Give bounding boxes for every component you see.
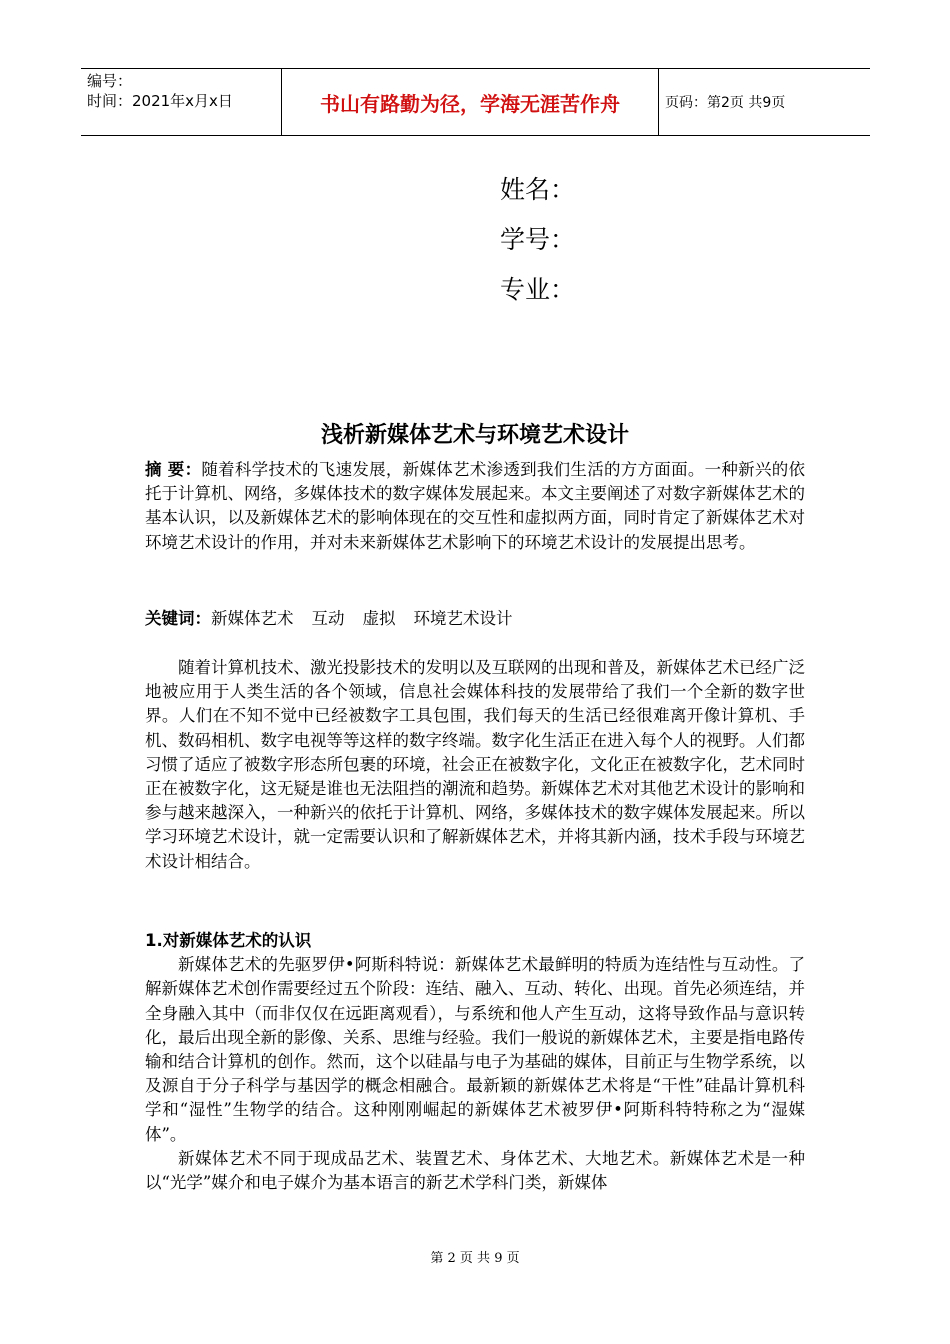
- body-paragraph: 新媒体艺术不同于现成品艺术、装置艺术、身体艺术、大地艺术。新媒体艺术是一种以“光学”媒介和电子媒介为基本语言的新艺术学科门类，新媒体: [145, 1148, 805, 1193]
- page-footer: 第 2 页 共 9 页: [430, 1251, 520, 1266]
- student-id-field-label: 学号：: [500, 225, 576, 254]
- header-time-label: 时间：2021年x月x日: [87, 92, 233, 110]
- intro-section: [145, 656, 805, 874]
- abstract: [145, 458, 805, 555]
- section-heading: 1.对新媒体艺术的认识: [145, 931, 312, 950]
- keyword: 互动: [311, 609, 345, 628]
- name-field-label: 姓名：: [500, 175, 576, 204]
- keywords-label: 关键词：: [145, 609, 211, 628]
- abstract-label: 摘 要：: [145, 460, 202, 479]
- keyword: 虚拟: [362, 609, 396, 628]
- page-header: [81, 68, 870, 136]
- keyword: 环境艺术设计: [413, 609, 513, 628]
- document-title: 浅析新媒体艺术与环境艺术设计: [320, 423, 629, 448]
- header-motto: 书山有路勤为径，学海无涯苦作舟: [320, 91, 620, 116]
- header-page-info: 页码：第2页 共9页: [665, 95, 786, 111]
- keywords: [145, 607, 805, 631]
- major-field-label: 专业：: [500, 275, 576, 304]
- abstract-text: 随着科学技术的飞速发展，新媒体艺术渗透到我们生活的方方面面。一种新兴的依托于计算机、网络，多媒体技术的数字媒体发展起来。本文主要阐述了对数字新媒体艺术的基本认识，以及新媒体艺术的影响体现在的交互性和虚拟两方面，同时肯定了新媒体艺术对环境艺术设计的作用，并对未来新媒体艺术影响下的环境艺术设计的发展提出思考。: [145, 460, 806, 552]
- keyword: 新媒体艺术: [211, 609, 294, 628]
- body-paragraph: 新媒体艺术的先驱罗伊•阿斯科特说：新媒体艺术最鲜明的特质为连结性与互动性。了解新媒体艺术创作需要经过五个阶段：连结、融入、互动、转化、出现。首先必须连结，并全身融入其中（而非仅仅在远距离观看），与系统和他人产生互动，这将导致作品与意识转化，最后出现全新的影像、关系、思维与经验。我们一般说的新媒体艺术，主要是指电路传输和结合计算机的创作。然而，这个以硅晶与电子为基础的媒体，目前正与生物学系统，以及源自于分子科学与基因学的概念相融合。最新颖的新媒体艺术将是“干性”硅晶计算机科学和“湿性”生物学的结合。这种刚刚崛起的新媒体艺术被罗伊•阿斯科特特称之为“湿媒体”。: [145, 955, 805, 1144]
- header-divider: [658, 69, 659, 135]
- intro-paragraph: 随着计算机技术、激光投影技术的发明以及互联网的出现和普及，新媒体艺术已经广泛地被应用于人类生活的各个领域，信息社会媒体科技的发展带给了我们一个全新的数字世界。人们在不知不觉中已经被数字工具包围，我们每天的生活已经很难离开像计算机、手机、数码相机、数字电视等等这样的数字终端。数字化生活正在进入每个人的视野。人们都习惯了适应了被数字形态所包裹的环境，社会正在被数字化，文化正在被数字化，艺术同时正在被数字化，这无疑是谁也无法阻挡的潮流和趋势。新媒体艺术对其他艺术设计的影响和参与越来越深入，一种新兴的依托于计算机、网络，多媒体技术的数字媒体发展起来。所以学习环境艺术设计，就一定需要认识和了解新媒体艺术，并将其新内涵，技术手段与环境艺术设计相结合。: [145, 658, 805, 871]
- section-1: [145, 929, 805, 1195]
- header-number-label: 编号：: [87, 72, 133, 90]
- header-meta: [81, 69, 281, 135]
